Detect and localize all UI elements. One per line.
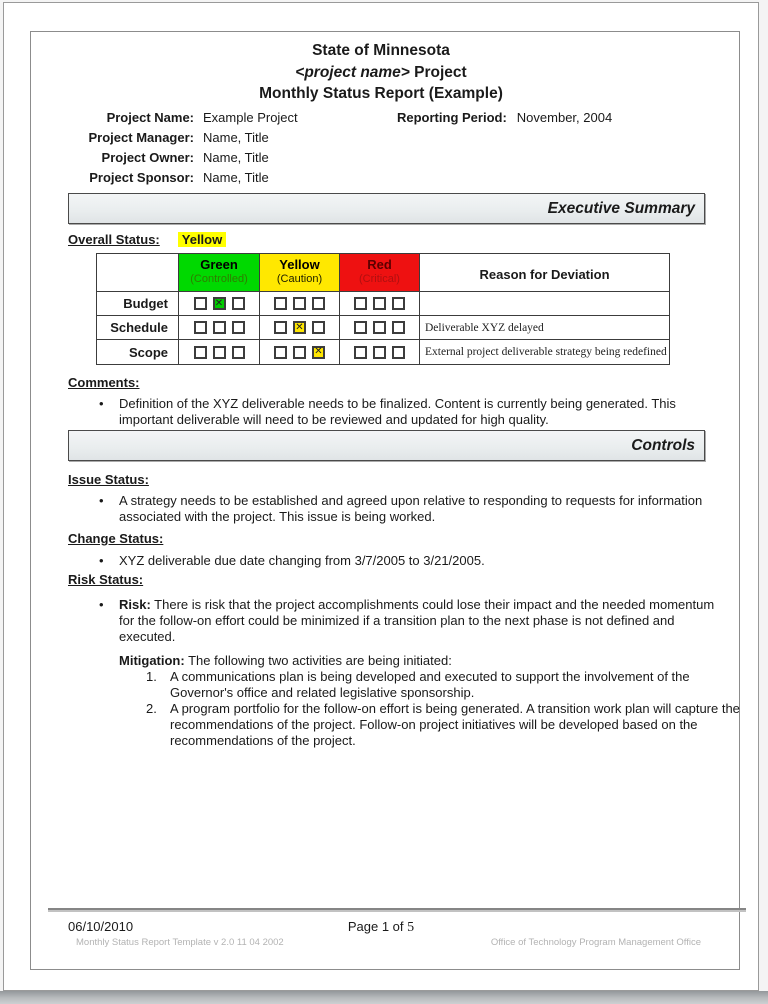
info-row-project-name <box>4 110 760 130</box>
green-column-subtitle: (Controlled) <box>190 273 248 285</box>
title-line-2 <box>4 62 758 84</box>
checkbox[interactable] <box>373 297 386 310</box>
page-total: 5 <box>407 920 415 935</box>
header-green <box>179 254 260 292</box>
project-sponsor-label: Project Sponsor: <box>89 170 194 185</box>
change-status-heading: Change Status: <box>68 531 164 546</box>
budget-row-label: Budget <box>97 292 179 316</box>
page-number-prefix: Page 1 of <box>347 919 408 934</box>
footer-date: 06/10/2010 <box>68 919 134 934</box>
checkbox[interactable] <box>354 297 367 310</box>
reporting-period <box>397 110 612 125</box>
checkbox[interactable] <box>232 321 245 334</box>
info-row-project-owner <box>4 150 760 170</box>
red-column-subtitle: (Critical) <box>359 273 400 285</box>
checkbox[interactable] <box>213 297 226 310</box>
info-row-project-sponsor <box>4 170 760 190</box>
header-empty-cell <box>97 254 179 292</box>
budget-yellow-boxes <box>260 292 340 316</box>
document-page <box>3 2 759 991</box>
green-column-title: Green <box>200 257 238 272</box>
red-column-title: Red <box>367 257 392 272</box>
risk-bullet <box>119 597 719 645</box>
project-info <box>4 110 760 190</box>
title-line-3: Monthly Status Report (Example) <box>259 85 503 102</box>
checkbox[interactable] <box>213 321 226 334</box>
overall-status <box>68 232 226 247</box>
project-name-placeholder: <project name> <box>295 63 410 81</box>
schedule-yellow-boxes <box>260 316 340 340</box>
footer-office-name: Office of Technology Program Management Office <box>490 937 701 948</box>
checkbox[interactable] <box>194 321 207 334</box>
project-name-value: Example Project <box>203 110 298 125</box>
footer-template-info: Monthly Status Report Template v 2.0 11 04 2002 <box>76 937 284 948</box>
project-sponsor-value: Name, Title <box>203 170 269 185</box>
risk-status-heading: Risk Status: <box>68 572 144 587</box>
item-2-text: A program portfolio for the follow-on effort is being generated. A transition work plan will capture the recommendations of the project. Follow-on project initiatives will be developed based on the recommendations of the project. <box>170 701 740 748</box>
scope-reason: External project deliverable strategy being redefined <box>425 346 667 358</box>
status-table <box>96 253 670 365</box>
scope-green-boxes <box>179 340 260 364</box>
mitigation-item-1 <box>146 669 718 701</box>
checkbox[interactable] <box>274 321 287 334</box>
mitigation-item-2 <box>146 701 755 749</box>
header-reason-for-deviation: Reason for Deviation <box>420 254 669 292</box>
yellow-column-subtitle: (Caution) <box>276 273 323 285</box>
table-row-schedule <box>97 316 669 340</box>
status-table-header <box>97 254 669 292</box>
footer-divider <box>48 908 746 912</box>
checkbox[interactable] <box>274 346 287 359</box>
item-1-text: A communications plan is being developed and executed to support the involvement of the Governor's office and related legislative sponsorship. <box>170 669 690 700</box>
checkbox[interactable] <box>232 297 245 310</box>
project-name-label: Project Name: <box>106 110 194 125</box>
title-line-1: State of Minnesota <box>312 42 450 59</box>
mitigation-text: The following two activities are being initiated: <box>184 653 452 668</box>
schedule-green-boxes <box>179 316 260 340</box>
yellow-column-title: Yellow <box>279 257 320 272</box>
scope-red-boxes <box>340 340 420 364</box>
budget-green-boxes <box>179 292 260 316</box>
checkbox[interactable] <box>392 346 405 359</box>
document-title <box>4 40 758 105</box>
item-1-number: 1. <box>146 669 157 684</box>
status-table-body <box>97 292 669 364</box>
checkbox[interactable] <box>274 297 287 310</box>
reporting-period-label: Reporting Period: <box>397 110 507 125</box>
table-row-scope <box>97 340 669 364</box>
checkbox[interactable] <box>392 321 405 334</box>
checkbox[interactable] <box>392 297 405 310</box>
comments-heading: Comments: <box>68 375 140 390</box>
table-row-budget <box>97 292 669 316</box>
header-red <box>340 254 420 292</box>
checkbox[interactable] <box>373 346 386 359</box>
checkbox[interactable] <box>373 321 386 334</box>
reporting-period-value: November, 2004 <box>516 110 613 125</box>
checkbox[interactable] <box>213 346 226 359</box>
checkbox[interactable] <box>293 297 306 310</box>
project-owner-value: Name, Title <box>203 150 269 165</box>
issue-status-heading: Issue Status: <box>68 472 149 487</box>
issue-status-bullet: • A strategy needs to be established and agreed upon relative to responding to requests for information associated with the project. This issue is being worked. <box>119 493 729 525</box>
schedule-red-boxes <box>340 316 420 340</box>
schedule-reason: Deliverable XYZ delayed <box>420 316 669 340</box>
budget-red-boxes <box>340 292 420 316</box>
controls-banner: Controls <box>68 430 705 461</box>
risk-label: Risk: <box>119 597 151 612</box>
item-2-number: 2. <box>146 701 157 716</box>
background-bottom-band <box>0 991 768 1004</box>
mitigation-line <box>119 653 719 669</box>
page-number <box>4 919 758 936</box>
info-row-project-manager <box>4 130 760 150</box>
header-yellow <box>260 254 340 292</box>
title-line-2-suffix: Project <box>409 63 467 81</box>
checkbox[interactable] <box>312 346 325 359</box>
mitigation-label: Mitigation: <box>119 653 185 668</box>
checkbox[interactable] <box>293 321 306 334</box>
executive-summary-banner: Executive Summary <box>68 193 705 224</box>
comments-bullet: • Definition of the XYZ deliverable needs to be finalized. Content is currently being generated. This important deliverable will need to be reviewed and updated for high quality. <box>119 396 719 428</box>
project-owner-label: Project Owner: <box>101 150 194 165</box>
project-manager-value: Name, Title <box>203 130 269 145</box>
risk-text: There is risk that the project accomplishments could lose their impact and the needed momentum for the follow-on effort could be minimized if a transition plan to the next phase is not defined and executed. <box>119 597 715 644</box>
scope-row-label: Scope <box>97 340 179 364</box>
checkbox[interactable] <box>194 297 207 310</box>
checkbox[interactable] <box>312 297 325 310</box>
checkbox[interactable] <box>232 346 245 359</box>
overall-status-value: Yellow <box>178 232 226 247</box>
change-status-bullet: • XYZ deliverable due date changing from 3/7/2005 to 3/21/2005. <box>119 553 729 569</box>
scope-yellow-boxes <box>260 340 340 364</box>
schedule-row-label: Schedule <box>97 316 179 340</box>
checkbox[interactable] <box>354 321 367 334</box>
checkbox[interactable] <box>293 346 306 359</box>
overall-status-label: Overall Status: <box>68 232 160 247</box>
budget-reason <box>420 292 669 316</box>
checkbox[interactable] <box>194 346 207 359</box>
checkbox[interactable] <box>312 321 325 334</box>
project-manager-label: Project Manager: <box>88 130 194 145</box>
checkbox[interactable] <box>354 346 367 359</box>
